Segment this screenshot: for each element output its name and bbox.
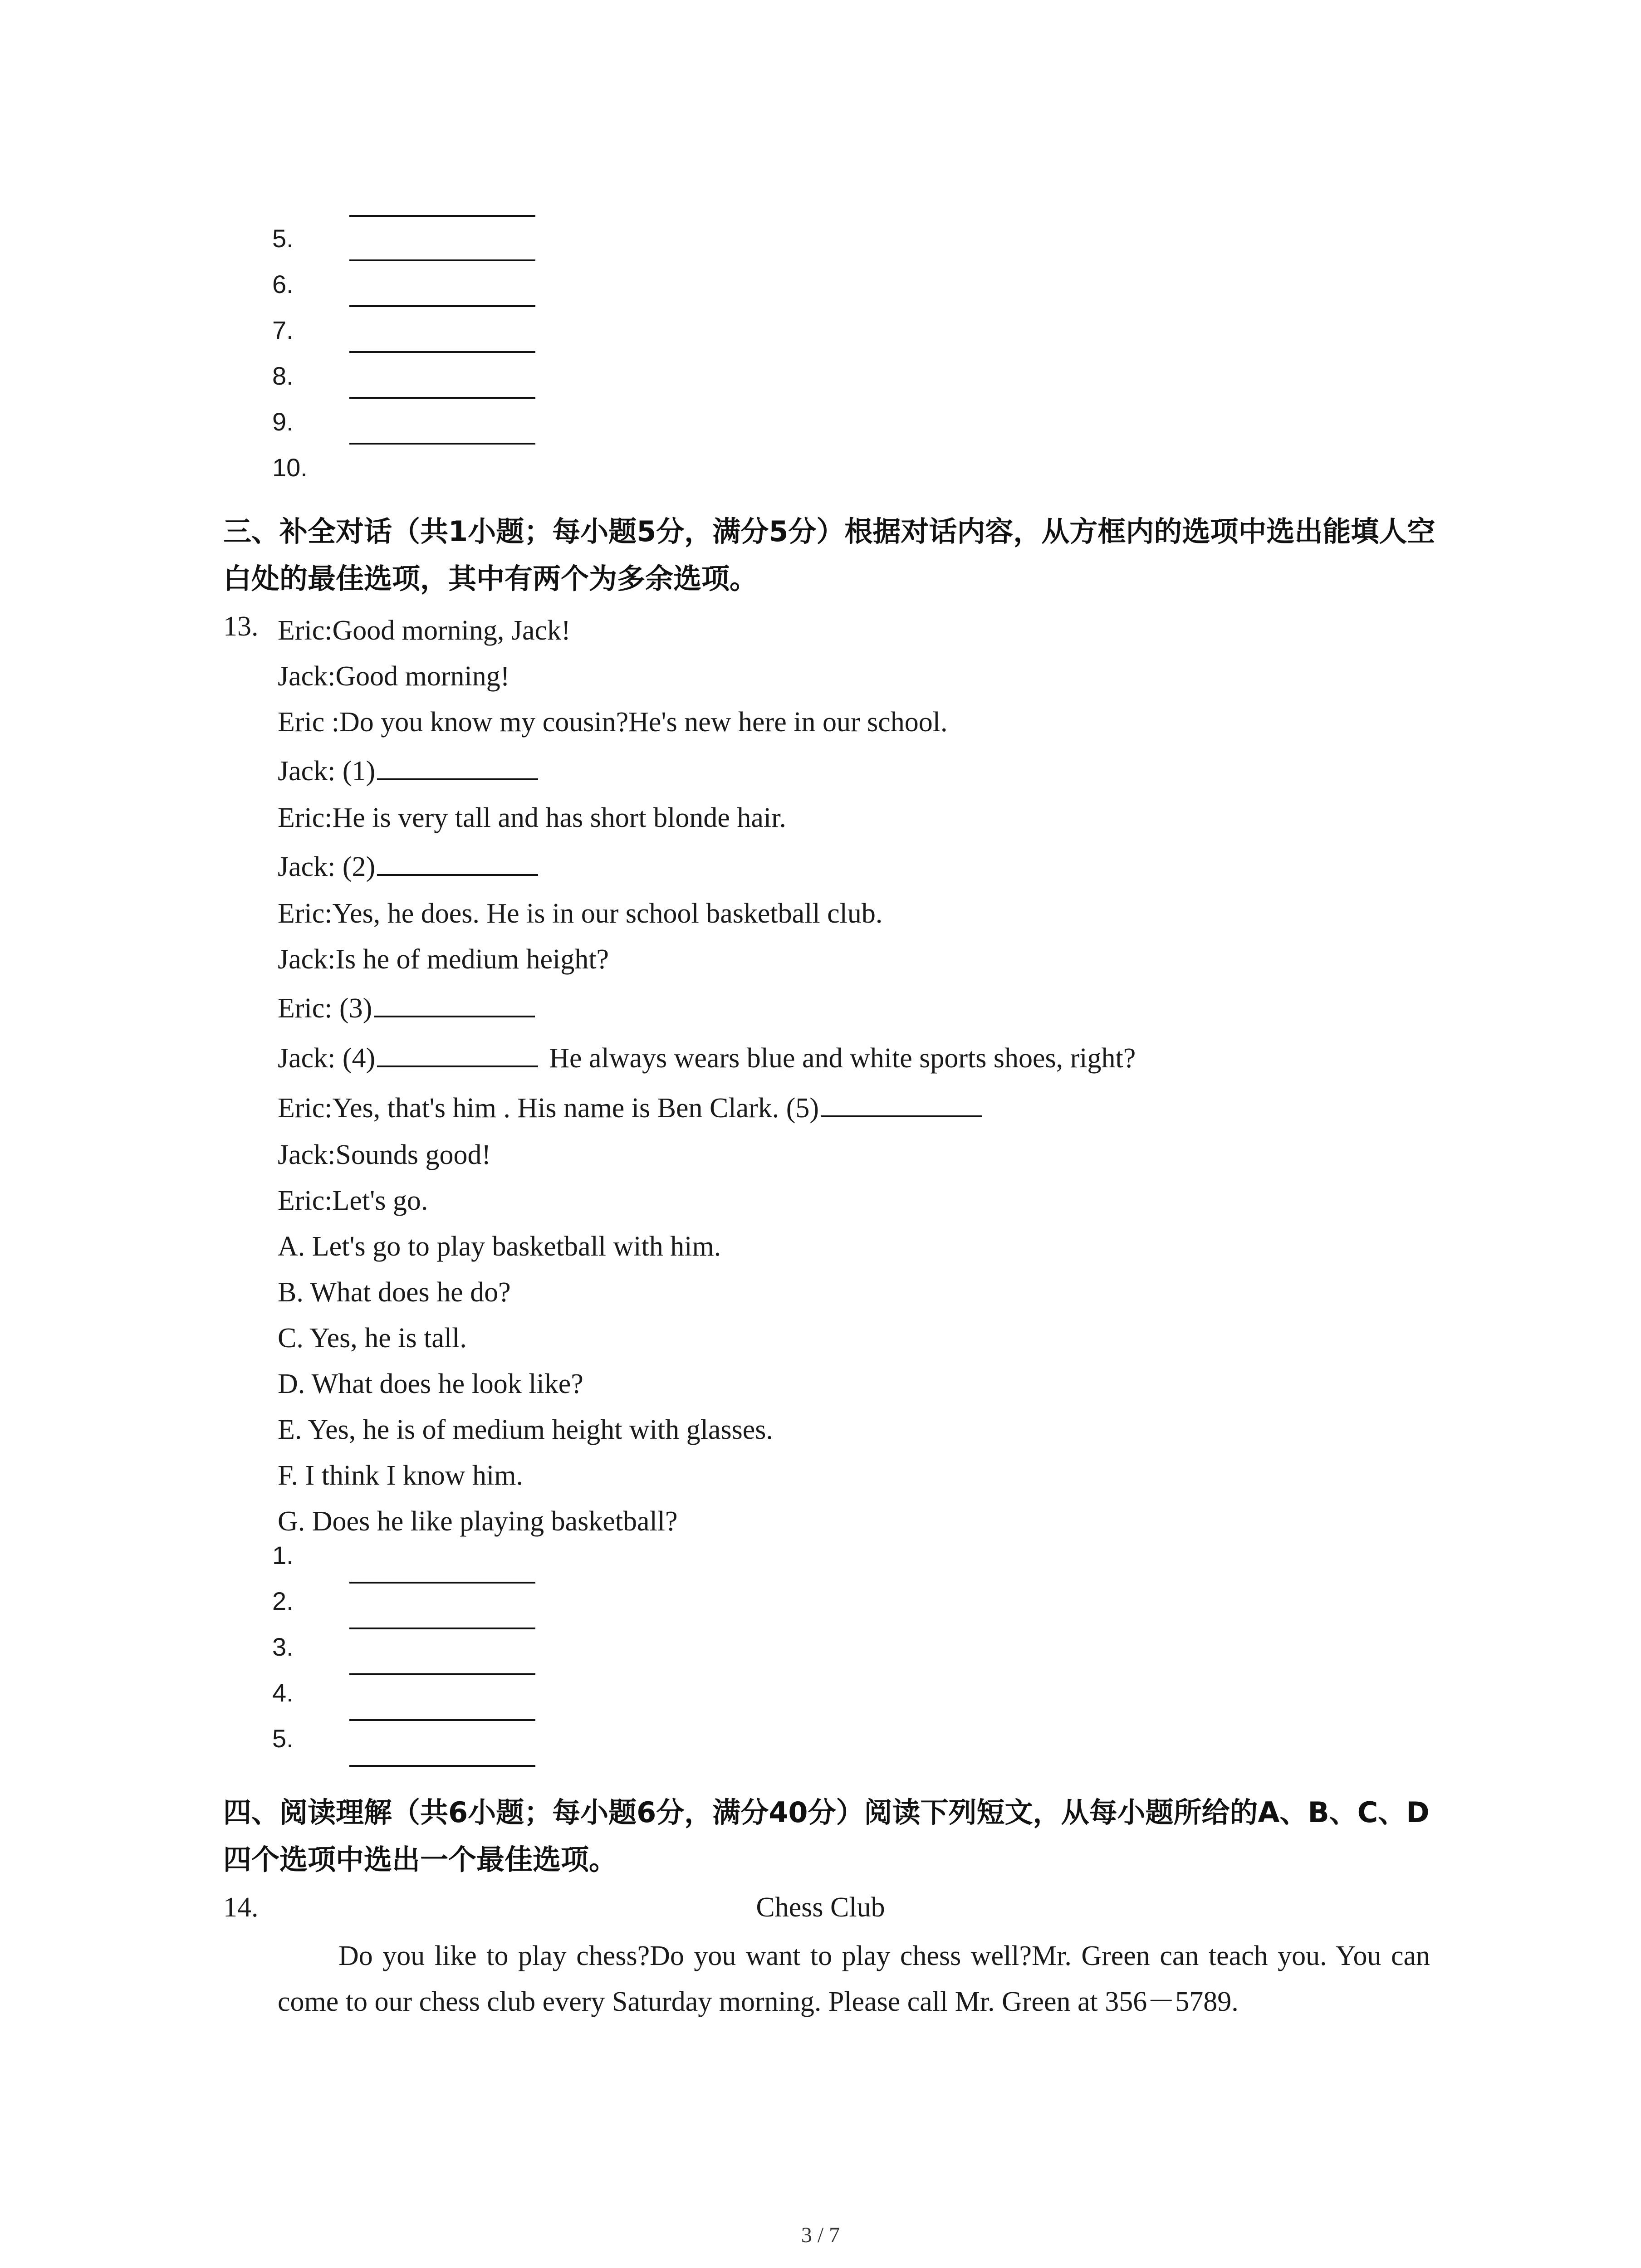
question-number: 13. [223, 611, 259, 642]
answer-blank-line[interactable] [349, 1765, 535, 1767]
fill-in-blank[interactable] [374, 988, 535, 1017]
dialogue-line [278, 1132, 1136, 1178]
answer-number: 5. [272, 1724, 294, 1753]
answer-number: 10. [272, 453, 308, 482]
option-e: E. Yes, he is of medium height with glasses. [278, 1414, 773, 1445]
answer-blank-line[interactable] [349, 1719, 535, 1721]
fill-in-blank[interactable] [821, 1088, 982, 1117]
dialogue [278, 608, 1136, 1545]
dialogue-line [278, 654, 1136, 699]
dialogue-line [278, 1178, 1136, 1224]
section-heading: 三、补全对话（共1小题；每小题5分，满分5分）根据对话内容，从方框内的选项中选出能填人空白处的最佳选项，其中有两个为多余选项。 [223, 515, 1435, 595]
dialogue-text: Eric: (3) [278, 993, 372, 1024]
answer-number: 8. [272, 362, 294, 390]
answer-blank-line[interactable] [349, 305, 535, 307]
dialogue-text: Jack:Is he of medium height? [278, 944, 609, 975]
fill-in-blank[interactable] [377, 1038, 538, 1067]
option-b: B. What does he do? [278, 1277, 511, 1308]
answer-number: 4. [272, 1678, 294, 1707]
fill-in-blank[interactable] [377, 751, 538, 780]
answer-blank-line[interactable] [349, 259, 535, 261]
dialogue-line [278, 699, 1136, 745]
option-d: D. What does he look like? [278, 1369, 583, 1399]
dialogue-line [278, 937, 1136, 982]
answer-blank-line[interactable] [349, 1673, 535, 1675]
dialogue-text: Eric:Let's go. [278, 1185, 428, 1216]
dialogue-text: Eric:Good morning, Jack! [278, 615, 571, 646]
dialogue-text: Jack: (1) [278, 756, 376, 787]
option-f: F. I think I know him. [278, 1460, 523, 1491]
dialogue-line [278, 982, 1136, 1032]
dialogue-line [278, 1082, 1136, 1132]
section-heading: 四、阅读理解（共6小题；每小题6分，满分40分）阅读下列短文，从每小题所给的A、B、C、D四个选项中选出一个最佳选项。 [223, 1796, 1430, 1876]
dialogue-line [278, 745, 1136, 795]
option-a: A. Let's go to play basketball with him. [278, 1231, 721, 1262]
answer-number: 1. [272, 1541, 294, 1569]
dialogue-line [278, 608, 1136, 654]
dialogue-text: Jack: (4) [278, 1043, 376, 1074]
dialogue-text: He always wears blue and white sports shoes, right? [549, 1043, 1136, 1074]
dialogue-text: Eric:He is very tall and has short blonde hair. [278, 802, 786, 833]
answer-number: 6. [272, 270, 294, 298]
answer-blank-line[interactable] [349, 1582, 535, 1584]
dialogue-line [278, 795, 1136, 841]
answer-blank-line[interactable] [349, 1628, 535, 1629]
answer-number: 7. [272, 316, 294, 344]
answer-number: 5. [272, 224, 294, 253]
dialogue-text: Jack: (2) [278, 851, 376, 882]
answer-blank-line[interactable] [349, 351, 535, 353]
option-g: G. Does he like playing basketball? [278, 1506, 678, 1537]
question-number: 14. [223, 1892, 259, 1923]
option-c: C. Yes, he is tall. [278, 1323, 467, 1354]
answer-blank-line[interactable] [349, 443, 535, 445]
page-number: 3 / 7 [801, 2223, 840, 2247]
passage-title: Chess Club [756, 1892, 885, 1923]
dialogue-line [278, 891, 1136, 937]
dialogue-text: Eric :Do you know my cousin?He's new here in our school. [278, 707, 948, 738]
answer-number: 2. [272, 1587, 294, 1615]
answer-blank-line[interactable] [349, 397, 535, 399]
dialogue-text: Jack:Sounds good! [278, 1139, 491, 1170]
fill-in-blank[interactable] [377, 847, 538, 876]
answer-blank-line[interactable] [349, 215, 535, 217]
dialogue-text: Eric:Yes, he does. He is in our school basketball club. [278, 898, 883, 929]
dialogue-line [278, 841, 1136, 891]
answer-number: 9. [272, 407, 294, 436]
dialogue-line [278, 1032, 1136, 1082]
dialogue-text: Jack:Good morning! [278, 661, 510, 692]
passage-paragraph: Do you like to play chess?Do you want to play chess well?Mr. Green can teach you. You can come to our chess club every Saturday morning. Please call Mr. Green at 356－5789. [278, 1941, 1430, 2017]
dialogue-text: Eric:Yes, that's him . His name is Ben Clark. (5) [278, 1093, 819, 1124]
answer-number: 3. [272, 1633, 294, 1661]
